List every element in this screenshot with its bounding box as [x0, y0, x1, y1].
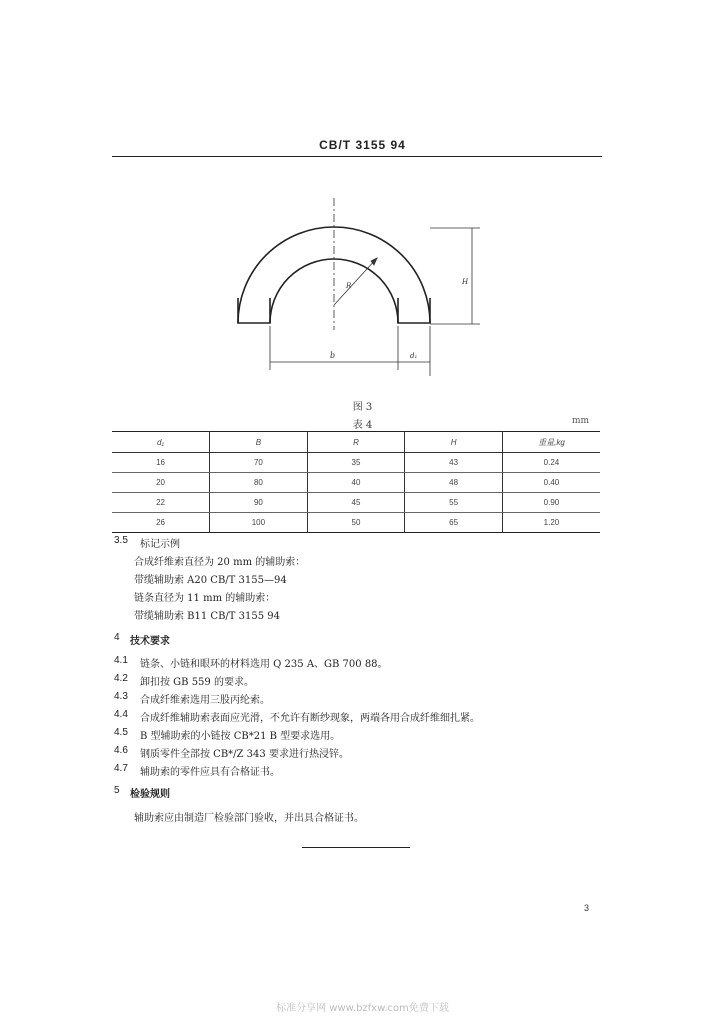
header-weight: 重量,kg — [502, 432, 600, 453]
table-row — [112, 493, 600, 513]
cell: 90 — [210, 493, 308, 513]
item-number: 4.1 — [114, 655, 128, 666]
right-leg — [398, 298, 430, 323]
figure-caption: 图 3 — [352, 402, 373, 413]
cell: 0.90 — [502, 493, 600, 513]
section-3-5-number: 3.5 — [114, 535, 128, 546]
dimension-table — [112, 431, 600, 533]
header-B: B — [210, 432, 308, 453]
cell: 0.24 — [502, 453, 600, 473]
item-text: 辅助索的零件应具有合格证书。 — [140, 767, 280, 778]
cell: 65 — [405, 513, 503, 533]
dim-R-label: R — [346, 282, 352, 290]
standard-code-header: CB/T 3155 94 — [319, 138, 406, 152]
cell: 100 — [210, 513, 308, 533]
cell: 40 — [307, 473, 405, 493]
section-4-number: 4 — [114, 632, 120, 643]
section-5-text: 辅助索应由制造厂检验部门验收，并出具合格证书。 — [134, 813, 364, 824]
cell: 20 — [112, 473, 210, 493]
figure-3-shackle-drawing — [150, 180, 469, 380]
section-4-title: 技术要求 — [130, 636, 170, 647]
section-5-number: 5 — [114, 785, 120, 796]
cell: 16 — [112, 453, 210, 473]
item-text: 卸扣按 GB 559 的要求。 — [140, 677, 254, 688]
cell: 50 — [307, 513, 405, 533]
cell: 43 — [405, 453, 503, 473]
item-number: 4.3 — [114, 691, 128, 702]
item-text: 合成纤维索选用三股丙纶索。 — [140, 695, 270, 706]
dim-H-label: H — [462, 278, 469, 286]
item-number: 4.5 — [114, 727, 128, 738]
header-H: H — [405, 432, 503, 453]
cell: 0.40 — [502, 473, 600, 493]
section-3-5-title: 标记示例 — [140, 539, 180, 550]
section-5-title: 检验规则 — [130, 789, 170, 800]
dim-d1-label: d₁ — [410, 352, 418, 360]
item-text: 链条、小链和眼环的材料选用 Q 235 A、GB 700 88。 — [140, 659, 388, 670]
cell: 26 — [156, 518, 165, 527]
marking-line: 带缆辅助索 A20 CB/T 3155—94 — [134, 575, 287, 586]
cell: 55 — [405, 493, 503, 513]
item-number: 4.2 — [114, 673, 128, 684]
table-row — [112, 453, 600, 473]
cell: 80 — [210, 473, 308, 493]
item-text: B 型辅助索的小链按 CB*21 B 型要求选用。 — [140, 731, 341, 742]
watermark-footer: 标准分享网 www.bzfxw.com免费下载 — [276, 1003, 449, 1014]
cell: 35 — [307, 453, 405, 473]
cell: 48 — [405, 473, 503, 493]
marking-line: 链条直径为 11 mm 的辅助索： — [134, 593, 276, 604]
table-header-row — [112, 432, 600, 453]
cell: 45 — [307, 493, 405, 513]
cell: 1.20 — [502, 513, 600, 533]
table-caption: 表 4 — [352, 420, 373, 431]
item-text: 钢质零件全部按 CB*/Z 343 要求进行热浸锌。 — [140, 749, 349, 760]
item-number: 4.4 — [114, 709, 128, 720]
table-unit: mm — [572, 416, 590, 426]
page-number: 3 — [584, 903, 590, 913]
marking-line: 带缆辅助索 B11 CB/T 3155 94 — [134, 611, 281, 622]
table-row — [112, 473, 600, 493]
item-number: 4.7 — [114, 763, 128, 774]
cell: 22 — [112, 493, 210, 513]
header-rule — [112, 156, 602, 157]
left-leg — [238, 298, 270, 323]
table-row — [112, 513, 600, 533]
marking-line: 合成纤维索直径为 20 mm 的辅助索： — [134, 557, 306, 568]
header-R: R — [307, 432, 405, 453]
item-number: 4.6 — [114, 745, 128, 756]
cell: 70 — [210, 453, 308, 473]
dim-b-label: b — [330, 351, 336, 360]
header-d1: d₁ — [112, 432, 210, 453]
item-text: 合成纤维辅助索表面应光滑，不允许有断纱现象，两端各用合成纤维细扎紧。 — [140, 713, 480, 724]
end-rule — [302, 847, 410, 848]
